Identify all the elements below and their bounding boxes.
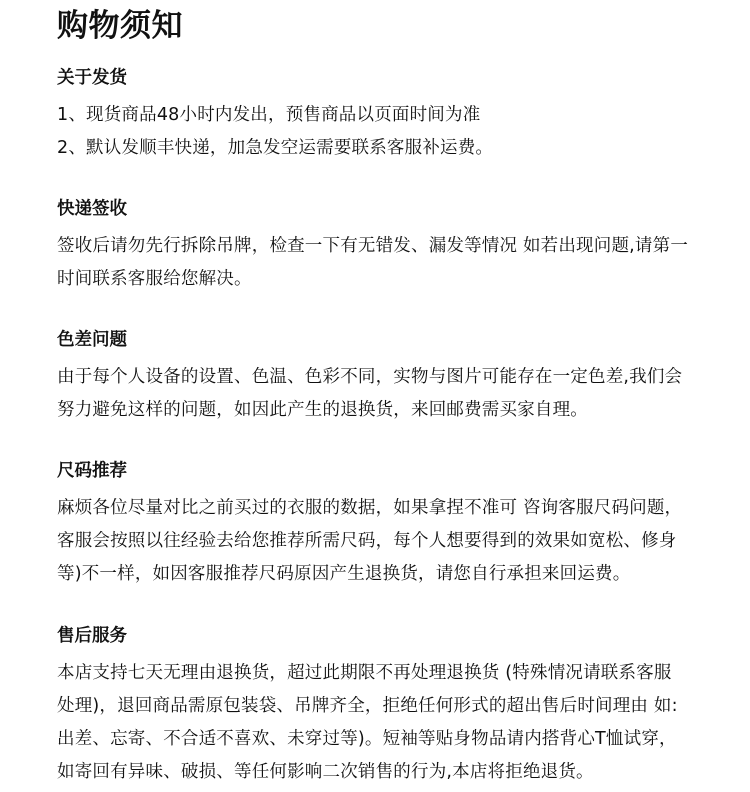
section-text-line: 等)不一样，如因客服推荐尺码原因产生退换货，请您自行承担来回运费。 [57,564,631,584]
page-title: 购物须知 [57,8,183,44]
section-size-recommendation [57,460,747,591]
section-heading: 快递签收 [57,199,127,219]
section-text-line: 时间联系客服给您解决。 [57,269,252,289]
section-text-line: 1、现货商品48小时内发出，预售商品以页面时间为准 [57,105,481,125]
section-text-line: 努力避免这样的问题，如因此产生的退换货，来回邮费需买家自理。 [57,400,588,420]
section-text-line: 出差、忘寄、不合适不喜欢、未穿过等)。短袖等贴身物品请内搭背心T恤试穿， [57,729,677,749]
section-heading: 售后服务 [57,626,127,646]
section-text-line: 签收后请勿先行拆除吊牌，检查一下有无错发、漏发等情况 如若出现问题,请第一 [57,236,689,256]
section-text-line: 麻烦各位尽量对比之前买过的衣服的数据，如果拿捏不准可 咨询客服尺码问题， [57,498,683,518]
section-heading: 关于发货 [57,68,127,88]
section-text-line: 如寄回有异味、破损、等任何影响二次销售的行为,本店将拒绝退货。 [57,762,594,782]
section-after-sales [57,625,747,789]
section-text-line: 处理)，退回商品需原包装袋、吊牌齐全，拒绝任何形式的超出售后时间理由 如: [57,696,678,716]
section-text-line: 本店支持七天无理由退换货，超过此期限不再处理退换货 (特殊情况请联系客服 [57,663,672,683]
section-text-line: 由于每个人设备的设置、色温、色彩不同，实物与图片可能存在一定色差,我们会 [57,367,683,387]
section-delivery-signoff [57,198,747,296]
section-text-line: 2、默认发顺丰快递，加急发空运需要联系客服补运费。 [57,138,494,158]
section-shipping [57,67,747,165]
section-color-difference [57,329,747,427]
section-text-line: 客服会按照以往经验去给您推荐所需尺码，每个人想要得到的效果如宽松、修身 [57,531,677,551]
section-heading: 色差问题 [57,330,127,350]
section-heading: 尺码推荐 [57,461,127,481]
